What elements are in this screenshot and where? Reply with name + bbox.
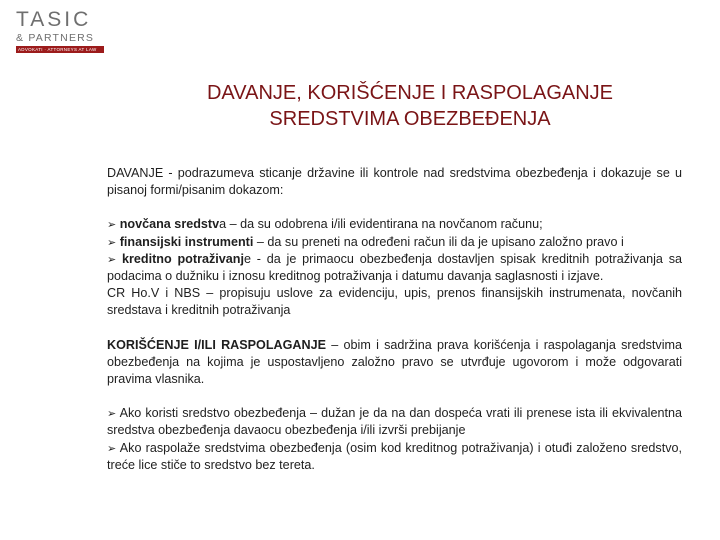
bullet-item xyxy=(107,440,682,474)
bullet-item xyxy=(107,234,682,251)
logo-main-text: TASIC xyxy=(16,8,92,31)
intro-text: - podrazumeva sticanje državine ili kontrole nad sredstvima obezbeđenja i dokazuje se u pisanoj formi/pisanim dokazom: xyxy=(107,166,682,198)
usage-term: KORIŠĆENJE I/ILI RASPOLAGANJE xyxy=(107,337,327,352)
slide-body xyxy=(107,165,682,474)
bullet-text: e - da je primaocu obezbeđenja dostavljen spisak kreditnih potraživanja sa podacima o dužniku i iznosu kreditnog potraživanja i datumu davanja saglasnosti i izjave. xyxy=(107,251,682,284)
logo-tagline: ADVOKATI · ATTORNEYS AT LAW xyxy=(16,46,104,53)
intro-paragraph xyxy=(107,165,682,199)
cr-note: CR Ho.V i NBS – propisuju uslove za evidenciju, upis, prenos finansijskih instrumenata, novčanih sredstava i kreditnih potraživanja xyxy=(107,286,682,318)
arrow-bullet-icon: ➢ xyxy=(107,441,117,455)
page-title xyxy=(140,80,680,132)
intro-term: DAVANJE xyxy=(107,166,164,180)
bullet-item xyxy=(107,251,682,285)
bullet-term: novčana sredstv xyxy=(119,217,220,232)
bullet-text: Ako raspolaže sredstvima obezbeđenja (osim kod kreditnog potraživanja) i otuđi založeno sredstvo, treće lice stiče to sredstvo bez tereta. xyxy=(107,440,683,472)
bullet-item xyxy=(107,216,682,233)
arrow-bullet-icon: ➢ xyxy=(107,407,117,421)
bullet-text: Ako koristi sredstvo obezbeđenja – dužan je da na dan dospeća vrati ili prenese ista ili ekvivalentna sredstva obezbeđenja davaocu obezbeđenja i/ili izvrši prebijanje xyxy=(107,406,682,438)
arrow-bullet-icon: ➢ xyxy=(107,252,117,266)
bullet-text: – da su preneti na određeni račun ili da je upisano založno pravo i xyxy=(253,234,624,249)
bullet-text: a – da su odobrena i/ili evidentirana na novčanom računu; xyxy=(219,217,543,232)
bullet-item xyxy=(107,405,682,439)
firm-logo xyxy=(16,10,106,53)
bullet-term: finansijski instrumenti xyxy=(119,234,254,249)
title-line-1: DAVANJE, KORIŠĆENJE I RASPOLAGANJE xyxy=(206,82,614,104)
usage-paragraph xyxy=(107,337,682,389)
title-line-2: SREDSTVIMA OBEZBEĐENJA xyxy=(269,108,551,130)
arrow-bullet-icon: ➢ xyxy=(107,218,117,232)
bullet-term: kreditno potraživanj xyxy=(122,251,244,266)
arrow-bullet-icon: ➢ xyxy=(107,235,117,249)
logo-sub-text: & PARTNERS xyxy=(16,32,95,44)
usage-text: – obim i sadržina prava korišćenja i raspolaganja sredstvima obezbeđenja na kojima je uspostavljeno založno pravo se utvrđuje ugovorom i može odgovarati pravima vlasnika. xyxy=(107,337,682,387)
